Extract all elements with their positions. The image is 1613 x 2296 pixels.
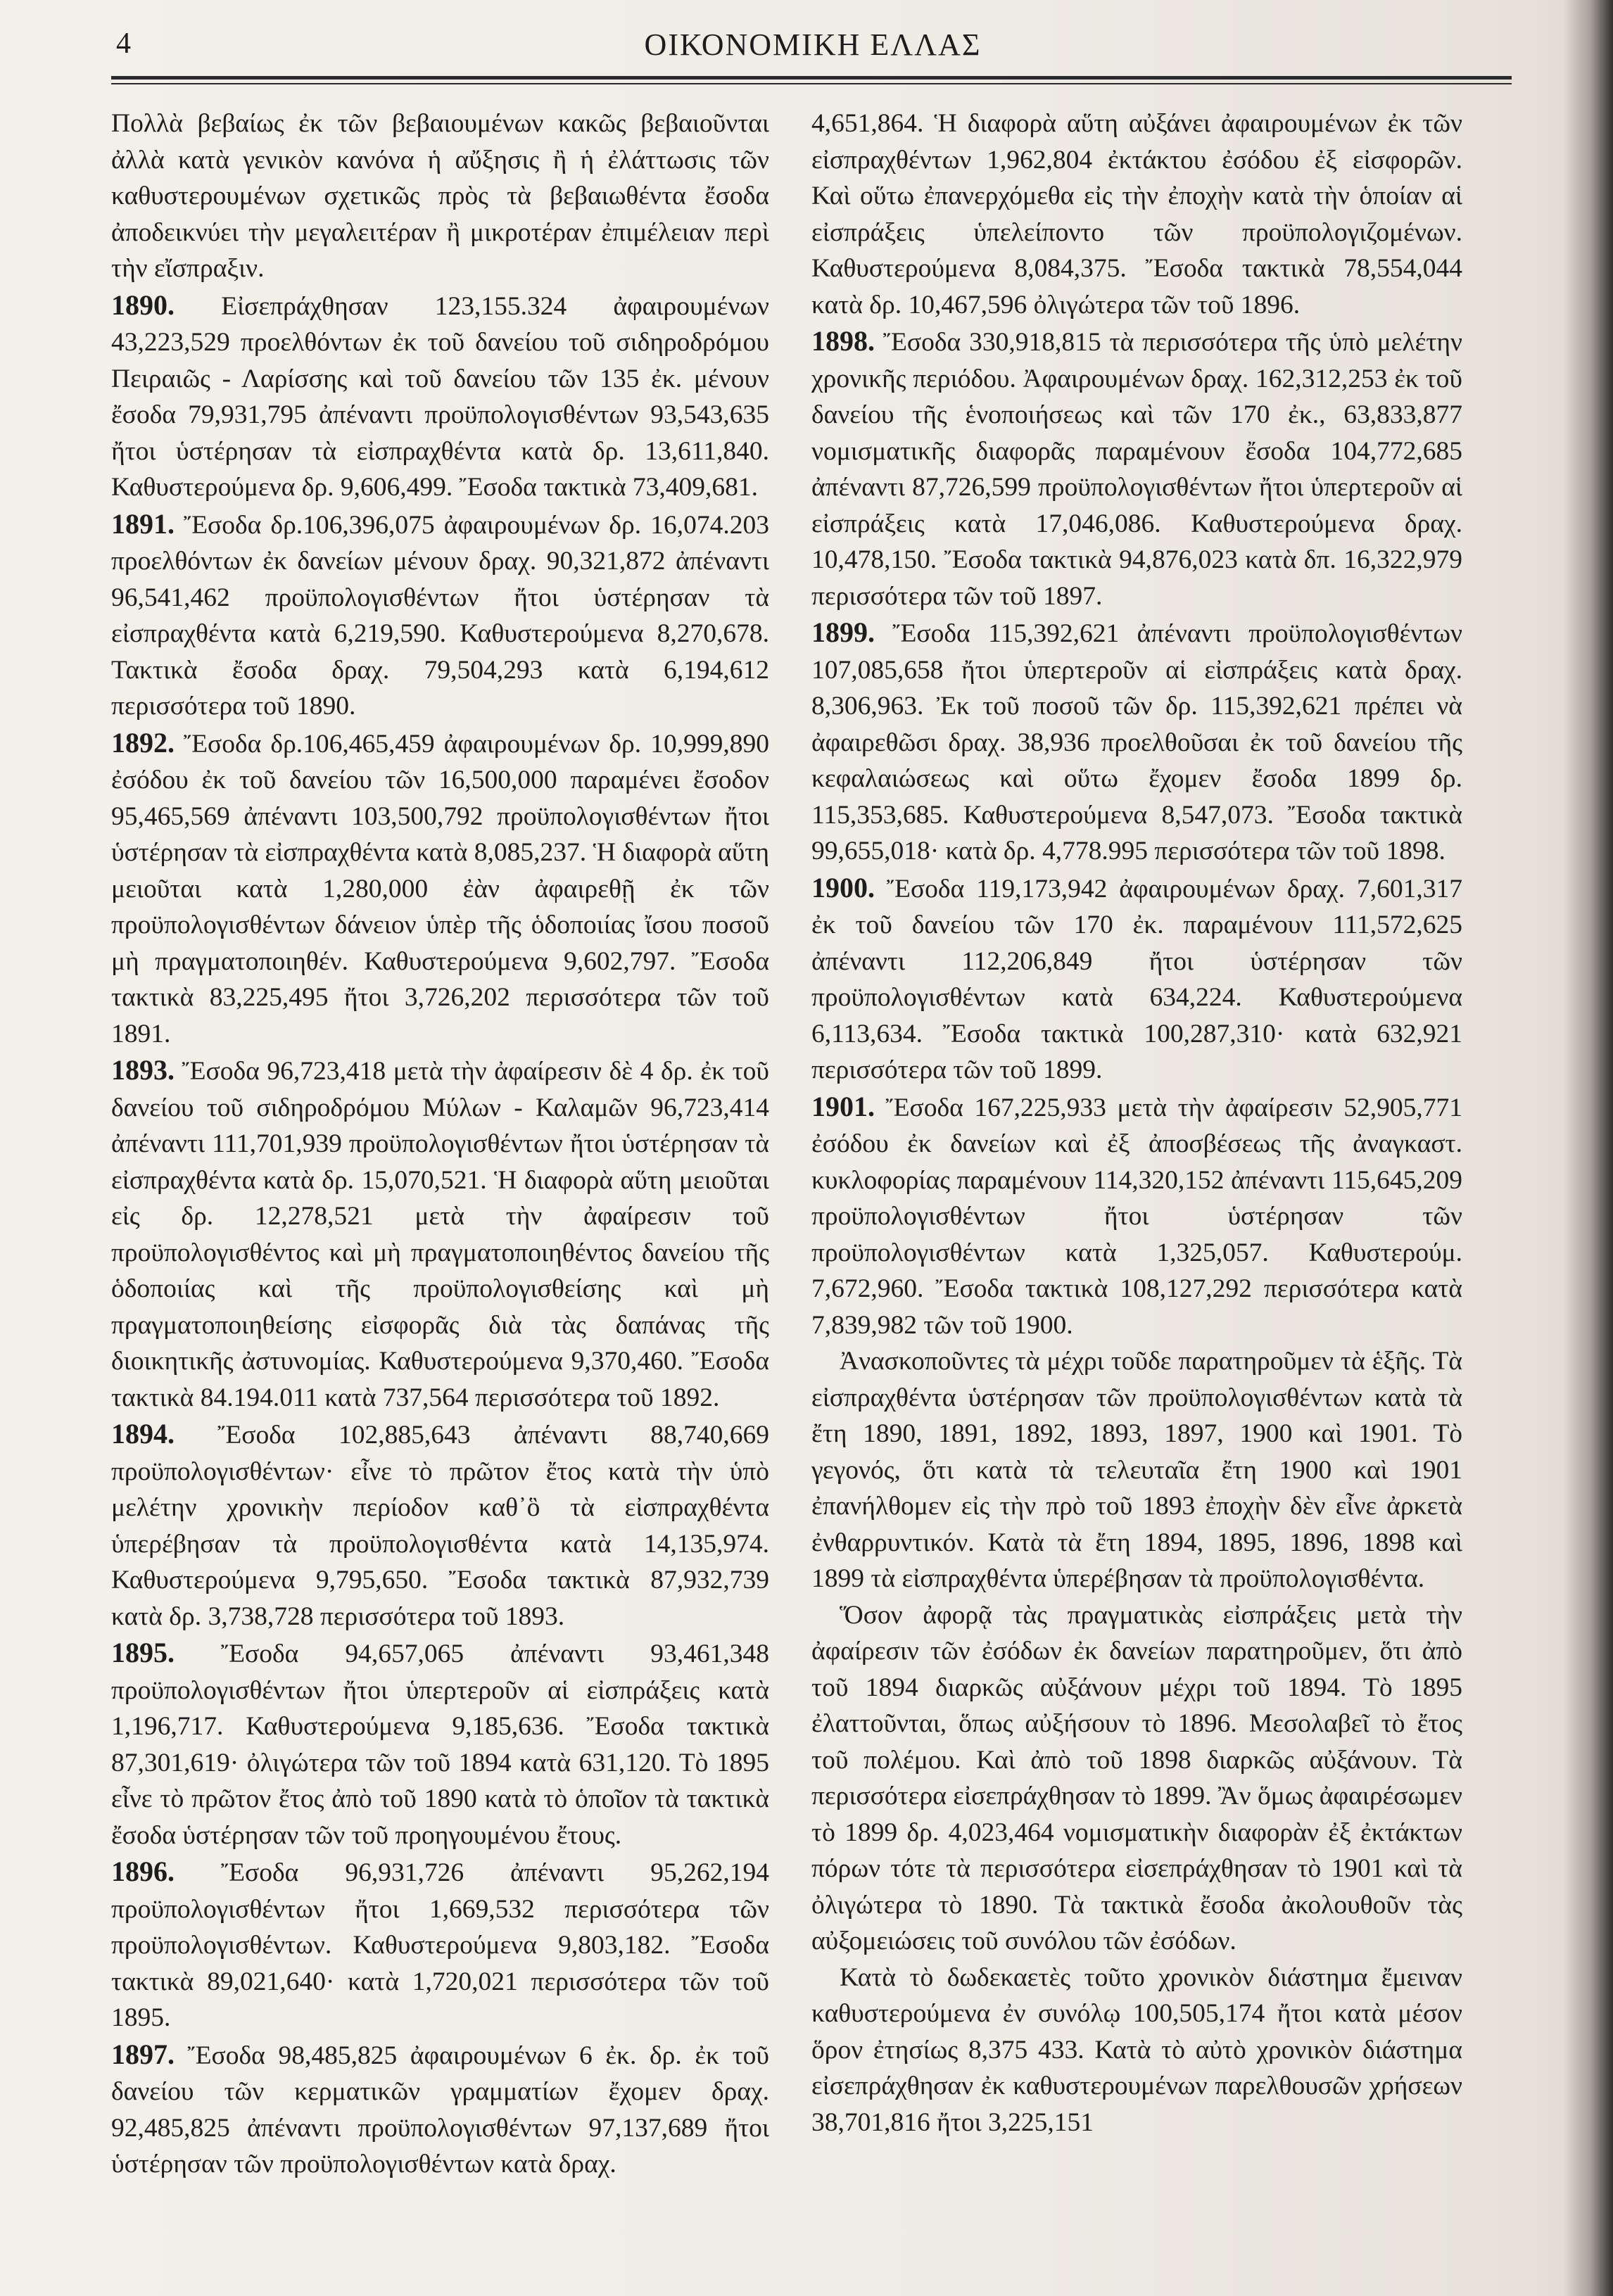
paragraph-text: Ἔσοδα 94,657,065 ἀπέναντι 93,461,348 προϋπολογισθέντων ἤτοι ὑπερτεροῦν αἱ εἰσπράξεις κατὰ 1,196,717. Καθυστερούμενα 9,185,636. Ἔσοδα τακτικὰ 87,301,619· ὀλιγώτερα τῶν τοῦ 1894 κατὰ 631,120. Τὸ 1895 εἶνε τὸ πρῶτον ἔτος ἀπὸ τοῦ 1890 κατὰ τὸ ὁποῖον τὰ τακτικὰ ἔσοδα ὑστέρησαν τῶν τοῦ προηγουμένου ἔτους. — [111, 1639, 769, 1850]
paragraph — [111, 2036, 769, 2183]
paragraph — [811, 323, 1462, 614]
year-label: 1901. — [811, 1090, 875, 1122]
header-rule-thick — [111, 76, 1512, 80]
page-header — [109, 21, 1517, 70]
page-edge-shadow — [1564, 0, 1613, 2296]
paragraph — [811, 1960, 1462, 2141]
paragraph-text: Ἔσοδα 102,885,643 ἀπέναντι 88,740,669 προϋπολογισθέντων· εἶνε τὸ πρῶτον ἔτος κατὰ τὴν ὑπὸ μελέτην χρονικὴν περίοδον καθ᾽ὃ τὰ εἰσπραχθέντα ὑπερέβησαν τὰ προϋπολογισθέντα κατὰ 14,135,974. Καθυστερούμενα 9,795,650. Ἔσοδα τακτικὰ 87,932,739 κατὰ δρ. 3,738,728 περισσότερα τοῦ 1893. — [111, 1421, 769, 1631]
paragraph — [111, 1416, 769, 1635]
year-label: 1899. — [811, 616, 875, 648]
paragraph — [111, 1052, 769, 1416]
header-rule-thin — [111, 83, 1512, 84]
page-number: 4 — [116, 27, 131, 60]
paragraph-text: Ἔσοδα δρ.106,465,459 ἀφαιρουμένων δρ. 10,999,890 ἐσόδου ἐκ τοῦ δανείου τῶν 16,500,000 παραμένει ἔσοδον 95,465,569 ἀπέναντι 103,500,792 προϋπολογισθέντων ἤτοι ὑστέρησαν τὰ εἰσπραχθέντα κατὰ 8,085,237. Ἡ διαφορὰ αὕτη μειοῦται κατὰ 1,280,000 ἐὰν ἀφαιρεθῇ ἐκ τῶν προϋπολογισθέντων δάνειον ὑπὲρ τῆς ὁδοποιίας ἴσου ποσοῦ μὴ πραγματοποιηθέν. Καθυστερούμενα 9,602,797. Ἔσοδα τακτικὰ 83,225,495 ἤτοι 3,726,202 περισσότερα τῶν τοῦ 1891. — [111, 729, 769, 1048]
paragraph-text: Ἀνασκοποῦντες τὰ μέχρι τοῦδε παρατηροῦμεν τὰ ἑξῆς. Τὰ εἰσπραχθέντα ὑστέρησαν τῶν προϋπολογισθέντων κατὰ τὰ ἔτη 1890, 1891, 1892, 1893, 1897, 1900 καὶ 1901. Τὸ γεγονός, ὅτι κατὰ τὰ τελευταῖα ἔτη 1900 καὶ 1901 ἐπανήλθομεν εἰς τὴν πρὸ τοῦ 1893 ἐποχὴν δὲν εἶνε ἀρκετὰ ἐνθαρρυντικόν. Κατὰ τὰ ἔτη 1894, 1895, 1896, 1898 καὶ 1899 τὰ εἰσπραχθέντα ὑπερέβησαν τὰ προϋπολογισθέντα. — [811, 1347, 1462, 1593]
paragraph-text: Ἔσοδα 96,931,726 ἀπέναντι 95,262,194 προϋπολογισθέντων ἤτοι 1,669,532 περισσότερα τῶν προϋπολογισθέντων. Καθυστερούμενα 9,803,182. Ἔσοδα τακτικὰ 89,021,640· κατὰ 1,720,021 περισσότερα τῶν τοῦ 1895. — [111, 1858, 769, 2032]
paragraph — [111, 725, 769, 1053]
year-label: 1896. — [111, 1856, 175, 1887]
paragraph-text: Εἰσεπράχθησαν 123,155.324 ἀφαιρουμένων 43,223,529 προελθόντων ἐκ τοῦ δανείου τοῦ σιδηροδρόμου Πειραιῶς - Λαρίσσης καὶ τοῦ δανείου τῶν 135 ἐκ. μένουν ἔσοδα 79,931,795 ἀπέναντι προϋπολογισθέντων 93,543,635 ἤτοι ὑστέρησαν τὰ εἰσπραχθέντα κατὰ δρ. 13,611,840. Καθυστερούμενα δρ. 9,606,499. Ἔσοδα τακτικὰ 73,409,681. — [111, 291, 769, 502]
paragraph — [811, 870, 1462, 1089]
year-label: 1898. — [811, 325, 875, 357]
year-label: 1894. — [111, 1418, 175, 1450]
paragraph-text: Ἔσοδα 330,918,815 τὰ περισσότερα τῆς ὑπὸ μελέτην χρονικῆς περιόδου. Ἀφαιρουμένων δραχ. 162,312,253 ἐκ τοῦ δανείου τῆς ἑνοποιήσεως καὶ τῶν 170 ἐκ., 63,833,877 νομισματικῆς διαφορᾶς παραμένουν ἔσοδα 104,772,685 ἀπέναντι 87,726,599 προϋπολογισθέντων ἤτοι ὑπερτεροῦν αἱ εἰσπράξεις κατὰ 17,046,086. Καθυστερούμενα δραχ. 10,478,150. Ἔσοδα τακτικὰ 94,876,023 κατὰ δπ. 16,322,979 περισσότερα τῶν τοῦ 1897. — [811, 328, 1462, 611]
year-label: 1893. — [111, 1054, 175, 1086]
paragraph-text: Ὅσον ἀφορᾷ τὰς πραγματικὰς εἰσπράξεις μετὰ τὴν ἀφαίρεσιν τῶν ἐσόδων ἐκ δανείων παρατηροῦμεν, ὅτι ἀπὸ τοῦ 1894 διαρκῶς αὐξάνουν μέχρι τοῦ 1894. Τὸ 1895 ἐλαττοῦνται, ὅπως αὐξήσουν τὸ 1896. Μεσολαβεῖ τὸ ἔτος τοῦ πολέμου. Καὶ ἀπὸ τοῦ 1898 διαρκῶς αὐξάνουν. Τὰ περισσότερα εἰσεπράχθησαν τὸ 1899. Ἂν ὅμως ἀφαιρέσωμεν τὸ 1899 δρ. 4,023,464 νομισματικὴν διαφορὰν ἐξ ἐκτάκτων πόρων τότε τὰ περισσότερα εἰσεπράχθησαν τὸ 1901 καὶ τὰ ὀλιγώτερα τὸ 1890. Τὰ τακτικὰ ἔσοδα ἀκολουθοῦν τὰς αὐξομειώσεις τοῦ συνόλου τῶν ἐσόδων. — [811, 1600, 1462, 1955]
paragraph — [111, 1853, 769, 2036]
paragraph — [111, 104, 769, 287]
paragraph-text: Ἔσοδα 115,392,621 ἀπέναντι προϋπολογισθέντων 107,085,658 ἤτοι ὑπερτεροῦν αἱ εἰσπράξεις κατὰ δραχ. 8,306,963. Ἐκ τοῦ ποσοῦ τῶν δρ. 115,392,621 πρέπει νὰ ἀφαιρεθῶσι δραχ. 38,936 προελθοῦσαι ἐκ τοῦ δανείου τῆς κεφαλαιώσεως καὶ οὕτω ἔχομεν ἔσοδα 1899 δρ. 115,353,685. Καθυστερούμενα 8,547,073. Ἔσοδα τακτικὰ 99,655,018· κατὰ δρ. 4,778.995 περισσότερα τῶν τοῦ 1898. — [811, 619, 1462, 865]
paragraph-text: Ἔσοδα 98,485,825 ἀφαιρουμένων 6 ἐκ. δρ. ἐκ τοῦ δανείου τῶν κερματικῶν γραμματίων ἔχομεν δραχ. 92,485,825 ἀπέναντι προϋπολογισθέντων 97,137,689 ἤτοι ὑστέρησαν τῶν προϋπολογισθέντων κατὰ δραχ. — [111, 2041, 769, 2178]
year-label: 1890. — [111, 288, 175, 321]
paragraph — [111, 1635, 769, 1853]
year-label: 1892. — [111, 726, 175, 759]
paragraph — [111, 506, 769, 725]
paragraph-text: Ἔσοδα δρ.106,396,075 ἀφαιρουμένων δρ. 16,074.203 προελθόντων ἐκ δανείων μένουν δραχ. 90,321,872 ἀπέναντι 96,541,462 προϋπολογισθέντων ἤτοι ὑστέρησαν τὰ εἰσπραχθέντα κατὰ 6,219,590. Καθυστερούμενα 8,270,678. Τακτικὰ ἔσοδα δραχ. 79,504,293 κατὰ 6,194,612 περισσότερα τοῦ 1890. — [111, 510, 769, 721]
paragraph — [811, 1597, 1462, 1960]
year-label: 1897. — [111, 2038, 175, 2070]
paragraph — [111, 287, 769, 506]
paragraph — [811, 1089, 1462, 1344]
paragraph-text: Κατὰ τὸ δωδεκαετὲς τοῦτο χρονικὸν διάστημα ἔμειναν καθυστερούμενα ἐν συνόλῳ 100,505,174 ἤτοι κατὰ μέσον ὅρον ἐτησίως 8,375 433. Κατὰ τὸ αὐτὸ χρονικὸν διάστημα εἰσεπράχθησαν ἐκ καθυστερουμένων παρελθουσῶν χρήσεων 38,701,816 ἤτοι 3,225,151 — [811, 1962, 1462, 2137]
paragraph-text: Ἔσοδα 119,173,942 ἀφαιρουμένων δραχ. 7,601,317 ἐκ τοῦ δανείου τῶν 170 ἐκ. παραμένουν 111,572,625 ἀπέναντι 112,206,849 ἤτοι ὑστέρησαν τῶν προϋπολογισθέντων κατὰ 634,224. Καθυστερούμενα 6,113,634. Ἔσοδα τακτικὰ 100,287,310· κατὰ 632,921 περισσότερα τῶν τοῦ 1899. — [811, 874, 1462, 1084]
paragraph-text: Πολλὰ βεβαίως ἐκ τῶν βεβαιουμένων κακῶς βεβαιοῦνται ἀλλὰ κατὰ γενικὸν κανόνα ἡ αὔξησις ἢ ἡ ἐλάττωσις τῶν καθυστερουμένων σχετικῶς πρὸς τὰ βεβαιωθέντα ἔσοδα ἀποδεικνύει τὴν μεγαλειτέραν ἢ μικροτέραν ἐπιμέλειαν περὶ τὴν εἴσπραξιν. — [111, 109, 769, 283]
paragraph — [811, 1343, 1462, 1597]
paragraph — [811, 614, 1462, 870]
year-label: 1891. — [111, 507, 175, 540]
paragraph — [811, 104, 1462, 323]
paragraph-text: 4,651,864. Ἡ διαφορὰ αὕτη αὐξάνει ἀφαιρουμένων ἐκ τῶν εἰσπραχθέντων 1,962,804 ἐκτάκτου ἐσόδου ἐξ εἰσφορῶν. Καὶ οὕτω ἐπανερχόμεθα εἰς τὴν ἐποχὴν κατὰ τὴν ὁποίαν αἱ εἰσπράξεις ὑπελείποντο τῶν προϋπολογιζομένων. Καθυστερούμενα 8,084,375. Ἔσοδα τακτικὰ 78,554,044 κατὰ δρ. 10,467,596 ὀλιγώτερα τῶν τοῦ 1896. — [811, 109, 1462, 319]
right-column — [811, 104, 1462, 2140]
paragraph-text: Ἔσοδα 167,225,933 μετὰ τὴν ἀφαίρεσιν 52,905,771 ἐσόδου ἐκ δανείων καὶ ἐξ ἀποσβέσεως τῆς ἀναγκαστ. κυκλοφορίας παραμένουν 114,320,152 ἀπέναντι 115,645,209 προϋπολογισθέντων ἤτοι ὑστέρησαν τῶν προϋπολογισθέντων κατὰ 1,325,057. Καθυστερούμ. 7,672,960. Ἔσοδα τακτικὰ 108,127,292 περισσότερα κατὰ 7,839,982 τῶν τοῦ 1900. — [811, 1093, 1462, 1340]
paragraph-text: Ἔσοδα 96,723,418 μετὰ τὴν ἀφαίρεσιν δὲ 4 δρ. ἐκ τοῦ δανείου τοῦ σιδηροδρόμου Μύλων - Καλαμῶν 96,723,414 ἀπέναντι 111,701,939 προϋπολογισθέντων ἤτοι ὑστέρησαν τὰ εἰσπραχθέντα κατὰ δρ. 15,070,521. Ἡ διαφορὰ αὕτη μειοῦται εἰς δρ. 12,278,521 μετὰ τὴν ἀφαίρεσιν τοῦ προϋπολογισθέντος καὶ μὴ πραγματοποιηθέντος δανείου τῆς ὁδοποιίας καὶ τῆς προϋπολογισθείσης καὶ μὴ πραγματοποιηθείσης εἰσφορᾶς διὰ τὰς δαπάνας τῆς διοικητικῆς ἀστυνομίας. Καθυστερούμενα 9,370,460. Ἔσοδα τακτικὰ 84.194.011 κατὰ 737,564 περισσότερα τοῦ 1892. — [111, 1057, 770, 1412]
year-label: 1900. — [811, 871, 875, 903]
year-label: 1895. — [111, 1637, 175, 1668]
left-column — [111, 104, 769, 2183]
running-title: ΟΙΚΟΝΟΜΙΚΗ ΕΛΛΑΣ — [644, 27, 982, 62]
